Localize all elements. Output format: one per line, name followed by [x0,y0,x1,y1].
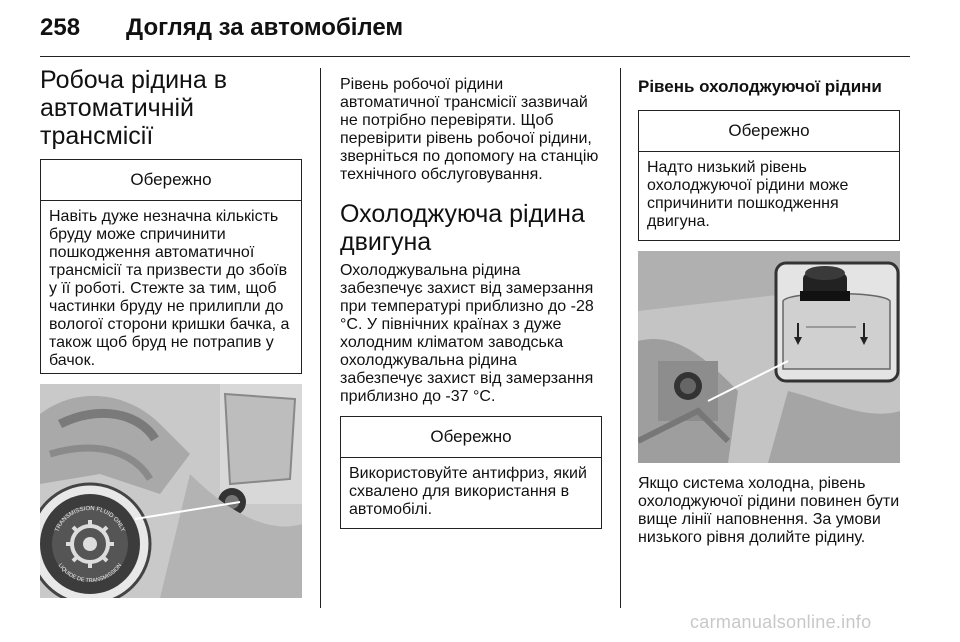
column-middle [340,66,602,529]
section-heading-transmission: Робоча рідина в автоматичній трансмісії [40,66,227,150]
cap-text-bottom: LIQUIDE DE TRANSMISSION [56,562,124,585]
warning-box [340,416,602,529]
coolant-level-text: Якщо система холодна, рівень охолоджуючої рідини повинен бути вище лінії наповнення. За умови низького рівня долийте рідину. [638,475,900,546]
cap-text-top: TRANSMISSION FLUID ONLY [54,505,126,533]
warning-body: Надто низький рівень охолоджуючої рідини може спричинити пошкодження двигуна. [647,159,849,230]
page-header [40,14,403,42]
warning-box [638,110,900,241]
column-left [40,66,302,598]
page-number: 258 [40,14,81,41]
warning-title: Обережно [341,417,601,458]
warning-title: Обережно [41,160,301,201]
watermark: carmanualsonline.info [690,612,872,632]
warning-title: Обережно [639,111,899,152]
warning-body: Використовуйте антифриз, який схвалено для використання в автомобілі. [349,465,587,518]
column-right [638,66,900,547]
warning-body: Навіть дуже незначна кількість бруду може спричинити пошкодження автоматичної трансмісії та призвести до збоїв у її роботі. Стежте за тим, щоб частинки бруду не прилипли до вологої сторони кришки бачка, а також щоб бруд не потрапив у бачок. [49,208,290,369]
transmission-fluid-cap-photo [40,384,302,598]
page-title: Догляд за автомобілем [126,14,404,41]
warning-box [40,159,302,374]
coolant-text: Охолоджувальна рідина забезпечує захист від замерзання при температурі приблизно до -28 °C. У північних країнах з дуже холодним кліматом заводська охолоджувальна рідина забезпечує захист від замерзання приблизно до -37 °C. [340,262,594,405]
header-rule [40,56,910,57]
transmission-fluid-text: Рівень робочої рідини автоматичної трансмісії зазвичай не потрібно перевіряти. Щоб перевірити рівень робочої рідини, зверніться по допомогу на станцію технічного обслуговування. [340,76,599,183]
coolant-reservoir-photo [638,251,900,463]
section-heading-coolant: Охолоджуюча рідина двигуна [340,200,585,256]
column-divider [620,68,621,608]
column-divider [320,68,321,608]
section-heading-coolant-level: Рівень охолоджуючої рідини [638,77,882,96]
